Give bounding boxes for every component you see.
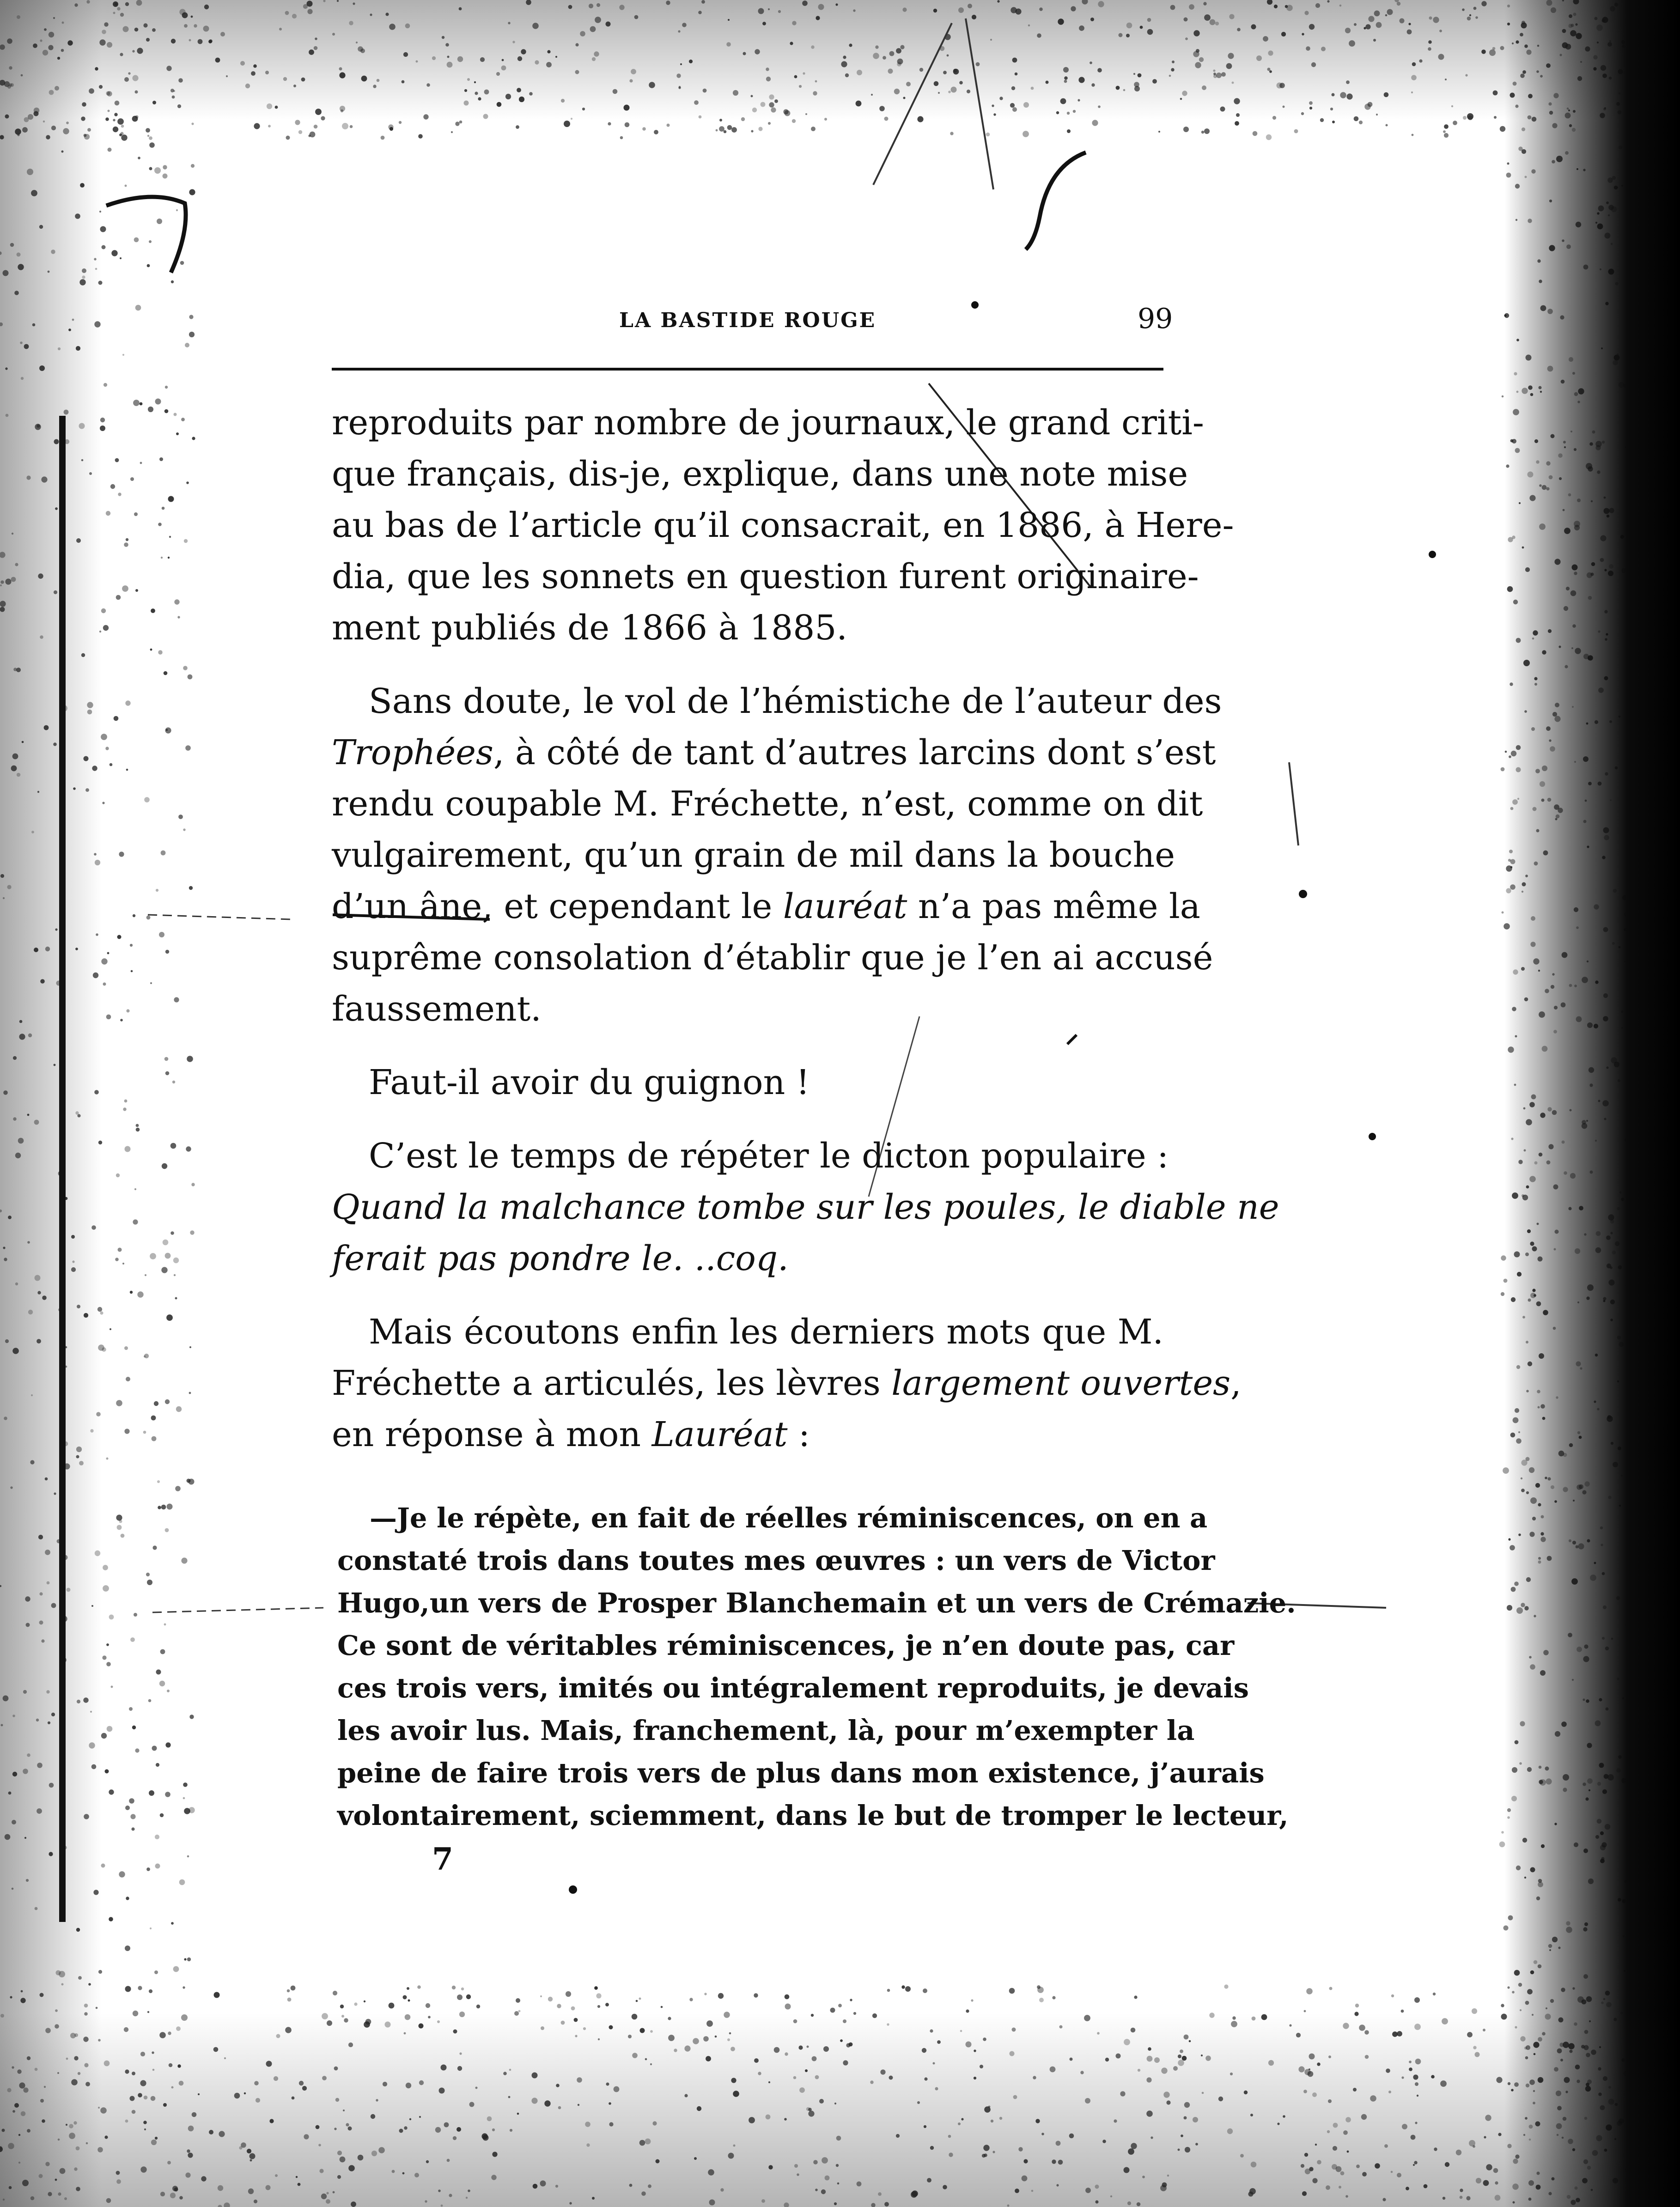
- text-line: rendu coupable M. Fréchette, n’est, comme on dit: [332, 784, 1203, 824]
- text-line: Sans doute, le vol de l’hémistiche de l’auteur des: [369, 681, 1222, 721]
- quote-line: les avoir lus. Mais, franchement, là, pour m’exempter la: [337, 1715, 1195, 1746]
- italic-word: Trophées: [332, 733, 493, 772]
- body-text: [332, 397, 1279, 1460]
- text-line: Mais écoutons enfin les derniers mots que M.: [369, 1312, 1163, 1352]
- paragraph-5: [332, 1307, 1242, 1460]
- right-edge-shadow: [1504, 0, 1680, 2207]
- paragraph-2: [332, 676, 1222, 1035]
- text-line: en réponse à mon Lauréat :: [332, 1415, 810, 1454]
- text-line: Quand la malchance tombe sur les poules, le diable ne: [332, 1187, 1279, 1227]
- left-edge-shadow: [0, 0, 102, 2207]
- text-line: ment publiés de 1866 à 1885.: [332, 608, 847, 648]
- text-line: Trophées, à côté de tant d’autres larcins dont s’est: [332, 733, 1216, 772]
- binding-line: [59, 416, 66, 1922]
- text-line: reproduits par nombre de journaux, le grand criti-: [332, 403, 1204, 443]
- quote-line: Hugo,un vers de Prosper Blanchemain et un vers de Crémazie.: [337, 1587, 1296, 1619]
- text-line: Fréchette a articulés, les lèvres largement ouvertes,: [332, 1363, 1242, 1403]
- quote-line: —Je le répète, en fait de réelles réminiscences, on en a: [370, 1502, 1208, 1534]
- text-line: dia, que les sonnets en question furent originaire-: [332, 557, 1199, 596]
- paragraph-3: [332, 1057, 1163, 1108]
- quote-line: Ce sont de véritables réminiscences, je n’en doute pas, car: [337, 1629, 1235, 1661]
- quote-line: peine de faire trois vers de plus dans mon existence, j’aurais: [337, 1757, 1265, 1789]
- text-line: Faut-il avoir du guignon !: [369, 1063, 810, 1102]
- paragraph-1: [332, 397, 1234, 654]
- italic-word: lauréat: [783, 887, 907, 926]
- italic-word: largement ouvertes: [891, 1363, 1231, 1403]
- text-line: au bas de l’article qu’il consacrait, en 1886, à Here-: [332, 505, 1234, 545]
- text-line: ferait pas pondre le. ..coq.: [332, 1239, 789, 1278]
- text-line: vulgairement, qu’un grain de mil dans la bouche: [332, 835, 1175, 875]
- quotation-block: [337, 1497, 1296, 1837]
- text-line: suprême consolation d’établir que je l’en ai accusé: [332, 938, 1213, 978]
- italic-word: Lauréat: [651, 1415, 788, 1454]
- signature-mark: 7: [432, 1841, 453, 1877]
- page-number: 99: [1138, 303, 1173, 335]
- text-line: C’est le temps de répéter le dicton populaire :: [369, 1136, 1169, 1176]
- quote-line: volontairement, sciemment, dans le but de tromper le lecteur,: [337, 1800, 1289, 1831]
- quote-line: constaté trois dans toutes mes œuvres : un vers de Victor: [337, 1544, 1215, 1576]
- text-line: faussement.: [332, 989, 542, 1029]
- running-title: LA BASTIDE ROUGE: [619, 309, 877, 332]
- header-rule: [332, 368, 1163, 371]
- text-line: d’un âne, et cependant le lauréat n’a pas même la: [332, 887, 1200, 926]
- top-edge-shadow: [0, 0, 1680, 120]
- paragraph-4: [332, 1131, 1279, 1284]
- bottom-edge-shadow: [0, 2013, 1680, 2207]
- text-line: que français, dis-je, explique, dans une note mise: [332, 454, 1188, 494]
- quote-line: ces trois vers, imités ou intégralement reproduits, je devais: [337, 1672, 1249, 1704]
